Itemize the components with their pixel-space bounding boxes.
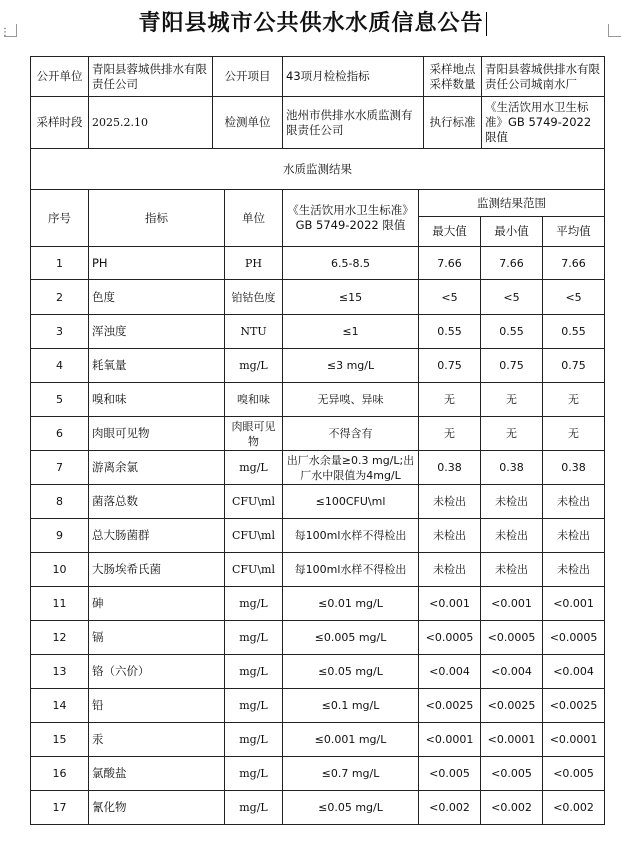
row-min: <0.002 (481, 791, 543, 825)
row-min: 0.75 (481, 349, 543, 383)
header-max: 最大值 (419, 217, 481, 247)
row-avg: <0.002 (543, 791, 605, 825)
header-indicator: 指标 (89, 190, 225, 247)
row-max: 未检出 (419, 485, 481, 519)
row-unit: CFU\ml (225, 553, 283, 587)
lab-value: 池州市供排水水质监测有限责任公司 (283, 97, 424, 149)
title-text: 青阳县城市公共供水水质信息公告 (138, 11, 484, 36)
row-max: 7.66 (419, 247, 481, 280)
row-max: <0.002 (419, 791, 481, 825)
row-min: <0.0005 (481, 621, 543, 655)
row-max: <0.001 (419, 587, 481, 621)
row-max: 未检出 (419, 553, 481, 587)
row-no: 8 (31, 485, 89, 519)
row-min: 未检出 (481, 519, 543, 553)
row-no: 10 (31, 553, 89, 587)
row-limit: 出厂水余量≥0.3 mg/L;出厂水中限值为4mg/L (283, 451, 419, 485)
row-indicator: 游离余氯 (89, 451, 225, 485)
row-max: <0.005 (419, 757, 481, 791)
row-avg: <0.0001 (543, 723, 605, 757)
row-unit: mg/L (225, 349, 283, 383)
table-row (31, 723, 605, 757)
row-max: 未检出 (419, 519, 481, 553)
row-no: 4 (31, 349, 89, 383)
date-value: 2025.2.10 (89, 97, 213, 149)
row-indicator: 肉眼可见物 (89, 417, 225, 451)
row-min: 未检出 (481, 485, 543, 519)
row-min: <0.0025 (481, 689, 543, 723)
row-unit: mg/L (225, 689, 283, 723)
row-no: 12 (31, 621, 89, 655)
row-indicator: 汞 (89, 723, 225, 757)
table-row (31, 485, 605, 519)
site-label: 采样地点采样数量 (424, 57, 482, 97)
row-indicator: 色度 (89, 280, 225, 315)
row-max: <5 (419, 280, 481, 315)
row-indicator: 菌落总数 (89, 485, 225, 519)
header-unit: 单位 (225, 190, 283, 247)
row-limit: 无异嗅、异味 (283, 383, 419, 417)
row-limit: 6.5-8.5 (283, 247, 419, 280)
row-limit: ≤1 (283, 315, 419, 349)
row-no: 15 (31, 723, 89, 757)
lab-label: 检测单位 (213, 97, 283, 149)
row-min: 0.55 (481, 315, 543, 349)
standard-label: 执行标准 (424, 97, 482, 149)
row-limit: ≤15 (283, 280, 419, 315)
header-limit: 《生活饮用水卫生标准》GB 5749-2022 限值 (283, 190, 419, 247)
row-no: 9 (31, 519, 89, 553)
table-row (31, 587, 605, 621)
row-avg: 未检出 (543, 519, 605, 553)
table-row (31, 417, 605, 451)
row-limit: ≤0.01 mg/L (283, 587, 419, 621)
results-table (30, 148, 605, 825)
page-title (0, 9, 625, 39)
row-avg: <0.004 (543, 655, 605, 689)
row-avg: <5 (543, 280, 605, 315)
row-limit: ≤100CFU\ml (283, 485, 419, 519)
row-max: <0.0025 (419, 689, 481, 723)
table-row (31, 655, 605, 689)
row-min: <0.005 (481, 757, 543, 791)
row-limit: 不得含有 (283, 417, 419, 451)
row-min: 0.38 (481, 451, 543, 485)
row-no: 5 (31, 383, 89, 417)
table-row (31, 519, 605, 553)
row-avg: 0.75 (543, 349, 605, 383)
row-min: 无 (481, 417, 543, 451)
row-min: 7.66 (481, 247, 543, 280)
row-avg: 0.38 (543, 451, 605, 485)
table-row (31, 553, 605, 587)
row-unit: 铂钴色度 (225, 280, 283, 315)
row-unit: CFU\ml (225, 519, 283, 553)
table-row (31, 280, 605, 315)
row-avg: 未检出 (543, 553, 605, 587)
row-limit: ≤0.005 mg/L (283, 621, 419, 655)
row-indicator: 总大肠菌群 (89, 519, 225, 553)
standard-value: 《生活饮用水卫生标准》GB 5749-2022 限值 (482, 97, 605, 149)
row-min: 未检出 (481, 553, 543, 587)
row-limit: 每100ml水样不得检出 (283, 553, 419, 587)
table-row (31, 349, 605, 383)
table-row (31, 621, 605, 655)
item-value: 43项月检检指标 (283, 57, 424, 97)
row-indicator: 砷 (89, 587, 225, 621)
row-indicator: 氰化物 (89, 791, 225, 825)
row-limit: ≤0.7 mg/L (283, 757, 419, 791)
row-max: <0.004 (419, 655, 481, 689)
row-limit: 每100ml水样不得检出 (283, 519, 419, 553)
row-indicator: 浑浊度 (89, 315, 225, 349)
row-no: 17 (31, 791, 89, 825)
row-max: 0.38 (419, 451, 481, 485)
row-unit: PH (225, 247, 283, 280)
row-limit: ≤3 mg/L (283, 349, 419, 383)
row-unit: mg/L (225, 791, 283, 825)
table-row (31, 689, 605, 723)
row-no: 1 (31, 247, 89, 280)
margin-mark: ⋮ (0, 27, 10, 38)
row-limit: ≤0.001 mg/L (283, 723, 419, 757)
row-max: <0.0005 (419, 621, 481, 655)
row-avg: <0.005 (543, 757, 605, 791)
row-min: 无 (481, 383, 543, 417)
row-avg: 未检出 (543, 485, 605, 519)
row-unit: mg/L (225, 655, 283, 689)
row-min: <0.0001 (481, 723, 543, 757)
row-avg: 0.55 (543, 315, 605, 349)
table-row (31, 451, 605, 485)
row-indicator: PH (89, 247, 225, 280)
table-row (31, 757, 605, 791)
row-no: 7 (31, 451, 89, 485)
row-indicator: 氯酸盐 (89, 757, 225, 791)
row-no: 13 (31, 655, 89, 689)
row-unit: mg/L (225, 621, 283, 655)
info-table (30, 56, 605, 149)
row-indicator: 大肠埃希氏菌 (89, 553, 225, 587)
row-max: 0.75 (419, 349, 481, 383)
row-max: 无 (419, 383, 481, 417)
item-label: 公开项目 (213, 57, 283, 97)
row-min: <5 (481, 280, 543, 315)
row-indicator: 铅 (89, 689, 225, 723)
row-min: <0.004 (481, 655, 543, 689)
row-no: 6 (31, 417, 89, 451)
header-no: 序号 (31, 190, 89, 247)
row-max: <0.0001 (419, 723, 481, 757)
row-no: 3 (31, 315, 89, 349)
row-unit: mg/L (225, 587, 283, 621)
row-unit: 嗅和味 (225, 383, 283, 417)
row-no: 2 (31, 280, 89, 315)
row-indicator: 铬（六价） (89, 655, 225, 689)
row-avg: <0.001 (543, 587, 605, 621)
row-unit: NTU (225, 315, 283, 349)
row-max: 无 (419, 417, 481, 451)
row-no: 11 (31, 587, 89, 621)
header-min: 最小值 (481, 217, 543, 247)
row-indicator: 镉 (89, 621, 225, 655)
row-unit: mg/L (225, 451, 283, 485)
row-avg: <0.0005 (543, 621, 605, 655)
row-avg: 无 (543, 417, 605, 451)
row-max: 0.55 (419, 315, 481, 349)
row-limit: ≤0.05 mg/L (283, 791, 419, 825)
site-value: 青阳县蓉城供排水有限责任公司城南水厂 (482, 57, 605, 97)
row-avg: <0.0025 (543, 689, 605, 723)
row-min: <0.001 (481, 587, 543, 621)
text-cursor (486, 12, 487, 36)
header-avg: 平均值 (543, 217, 605, 247)
publisher-label: 公开单位 (31, 57, 89, 97)
row-indicator: 嗅和味 (89, 383, 225, 417)
row-avg: 无 (543, 383, 605, 417)
row-avg: 7.66 (543, 247, 605, 280)
results-caption: 水质监测结果 (31, 149, 605, 190)
header-range: 监测结果范围 (419, 190, 605, 217)
row-no: 14 (31, 689, 89, 723)
row-unit: 肉眼可见物 (225, 417, 283, 451)
row-unit: mg/L (225, 757, 283, 791)
row-unit: CFU\ml (225, 485, 283, 519)
row-unit: mg/L (225, 723, 283, 757)
row-limit: ≤0.05 mg/L (283, 655, 419, 689)
row-indicator: 耗氧量 (89, 349, 225, 383)
date-label: 采样时段 (31, 97, 89, 149)
publisher-value: 青阳县蓉城供排水有限责任公司 (89, 57, 213, 97)
table-row (31, 383, 605, 417)
row-no: 16 (31, 757, 89, 791)
table-row (31, 315, 605, 349)
table-row (31, 247, 605, 280)
row-limit: ≤0.1 mg/L (283, 689, 419, 723)
table-row (31, 791, 605, 825)
